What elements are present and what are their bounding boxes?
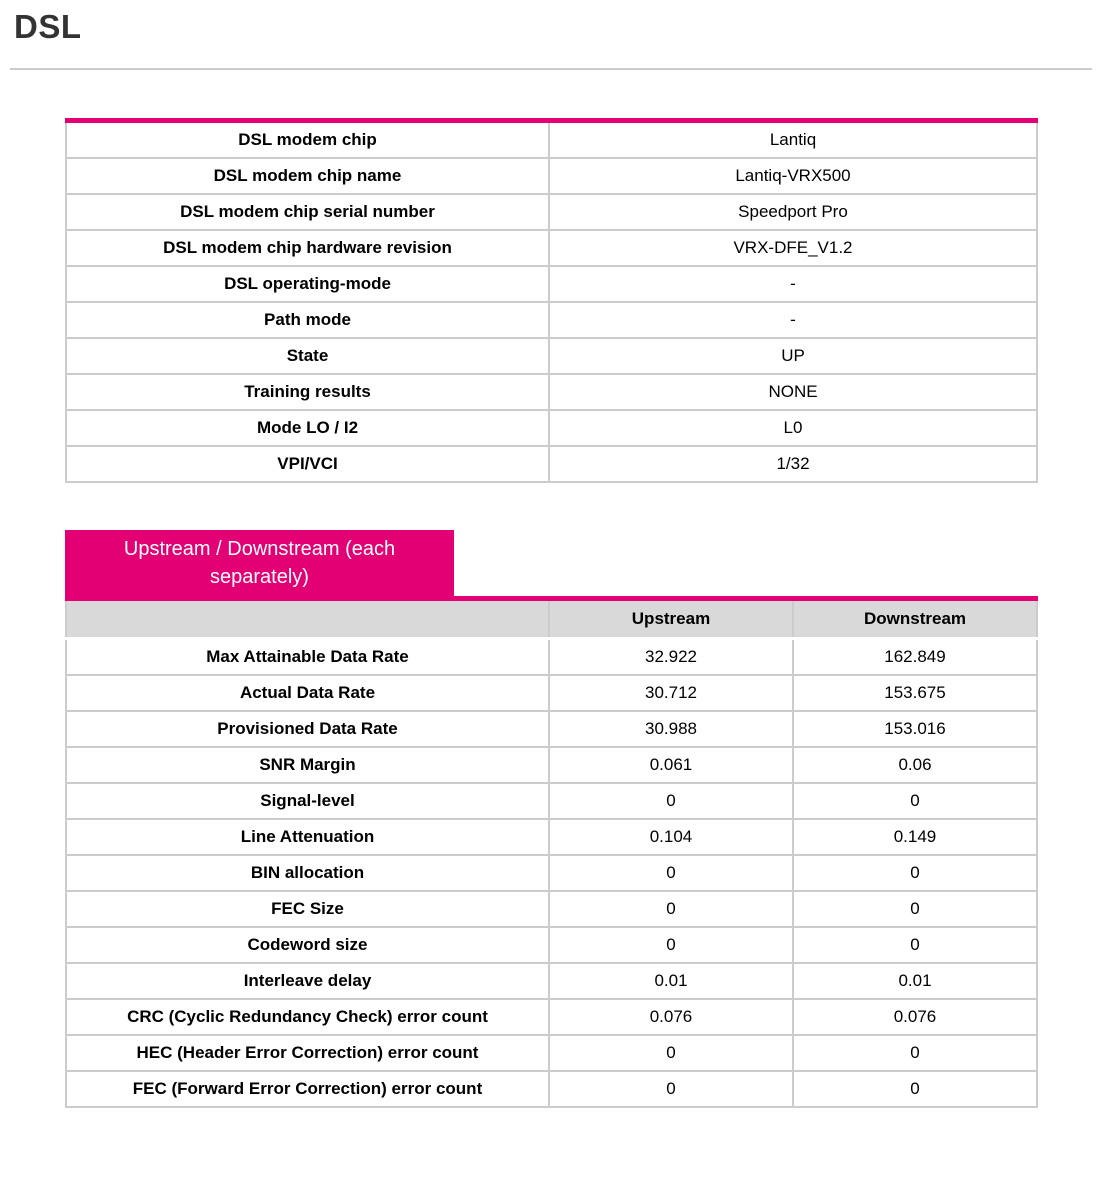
row-value: - [549,266,1037,302]
downstream-value: 0 [793,1071,1037,1107]
table-row [66,338,1037,374]
downstream-value: 0 [793,891,1037,927]
table-row [66,819,1037,855]
table-row [66,1071,1037,1107]
title-divider [10,68,1092,70]
row-label: Line Attenuation [66,819,549,855]
upstream-value: 0.076 [549,999,793,1035]
table-row [66,999,1037,1035]
table-row [66,302,1037,338]
header-row [66,599,1037,639]
row-label: Path mode [66,302,549,338]
row-value: NONE [549,374,1037,410]
row-label: DSL modem chip serial number [66,194,549,230]
row-label: HEC (Header Error Correction) error count [66,1035,549,1071]
dsl-status-page [0,8,1108,1191]
row-label: Max Attainable Data Rate [66,639,549,676]
row-label: FEC Size [66,891,549,927]
table-row [66,194,1037,230]
upstream-value: 0 [549,855,793,891]
upstream-value: 30.988 [549,711,793,747]
row-label: Interleave delay [66,963,549,999]
table-row [66,891,1037,927]
downstream-value: 153.016 [793,711,1037,747]
header-empty-cell [66,599,549,639]
table-row [66,266,1037,302]
upstream-value: 0 [549,927,793,963]
header-downstream: Downstream [793,599,1037,639]
upstream-value: 0 [549,1071,793,1107]
downstream-value: 0.06 [793,747,1037,783]
row-label: VPI/VCI [66,446,549,482]
row-value: Speedport Pro [549,194,1037,230]
row-value: 1/32 [549,446,1037,482]
row-label: Mode LO / I2 [66,410,549,446]
table-row [66,230,1037,266]
table-row [66,158,1037,194]
downstream-value: 153.675 [793,675,1037,711]
table-row [66,747,1037,783]
table-row [66,446,1037,482]
row-label: BIN allocation [66,855,549,891]
row-label: DSL modem chip hardware revision [66,230,549,266]
table-row [66,783,1037,819]
downstream-value: 0 [793,1035,1037,1071]
upstream-value: 32.922 [549,639,793,676]
downstream-value: 0.076 [793,999,1037,1035]
upstream-value: 0 [549,891,793,927]
header-upstream: Upstream [549,599,793,639]
downstream-value: 0.149 [793,819,1037,855]
row-label: Actual Data Rate [66,675,549,711]
row-label: Training results [66,374,549,410]
row-label: State [66,338,549,374]
downstream-value: 0 [793,927,1037,963]
table-row [66,963,1037,999]
table-row [66,374,1037,410]
upstream-value: 0 [549,783,793,819]
row-value: L0 [549,410,1037,446]
downstream-value: 0 [793,855,1037,891]
row-value: UP [549,338,1037,374]
downstream-value: 162.849 [793,639,1037,676]
row-label: Signal-level [66,783,549,819]
row-label: SNR Margin [66,747,549,783]
row-value: Lantiq-VRX500 [549,158,1037,194]
row-label: FEC (Forward Error Correction) error count [66,1071,549,1107]
table-row [66,1035,1037,1071]
row-value: - [549,302,1037,338]
upstream-downstream-table [65,596,1038,1108]
row-label: Provisioned Data Rate [66,711,549,747]
row-label: CRC (Cyclic Redundancy Check) error count [66,999,549,1035]
downstream-value: 0 [793,783,1037,819]
row-label: DSL modem chip [66,121,549,159]
row-label: Codeword size [66,927,549,963]
row-label: DSL modem chip name [66,158,549,194]
row-label: DSL operating-mode [66,266,549,302]
table-row [66,855,1037,891]
table-row [66,711,1037,747]
table-row [66,675,1037,711]
upstream-value: 0.01 [549,963,793,999]
content-area [65,118,1036,1108]
upstream-value: 0 [549,1035,793,1071]
table-row [66,121,1037,159]
stream-table-caption: Upstream / Downstream (each separately) [65,530,454,596]
upstream-value: 0.104 [549,819,793,855]
upstream-value: 30.712 [549,675,793,711]
page-title: DSL [14,8,82,45]
table-row [66,639,1037,676]
downstream-value: 0.01 [793,963,1037,999]
row-value: VRX-DFE_V1.2 [549,230,1037,266]
modem-info-table [65,118,1038,483]
table-row [66,410,1037,446]
row-value: Lantiq [549,121,1037,159]
upstream-value: 0.061 [549,747,793,783]
table-row [66,927,1037,963]
